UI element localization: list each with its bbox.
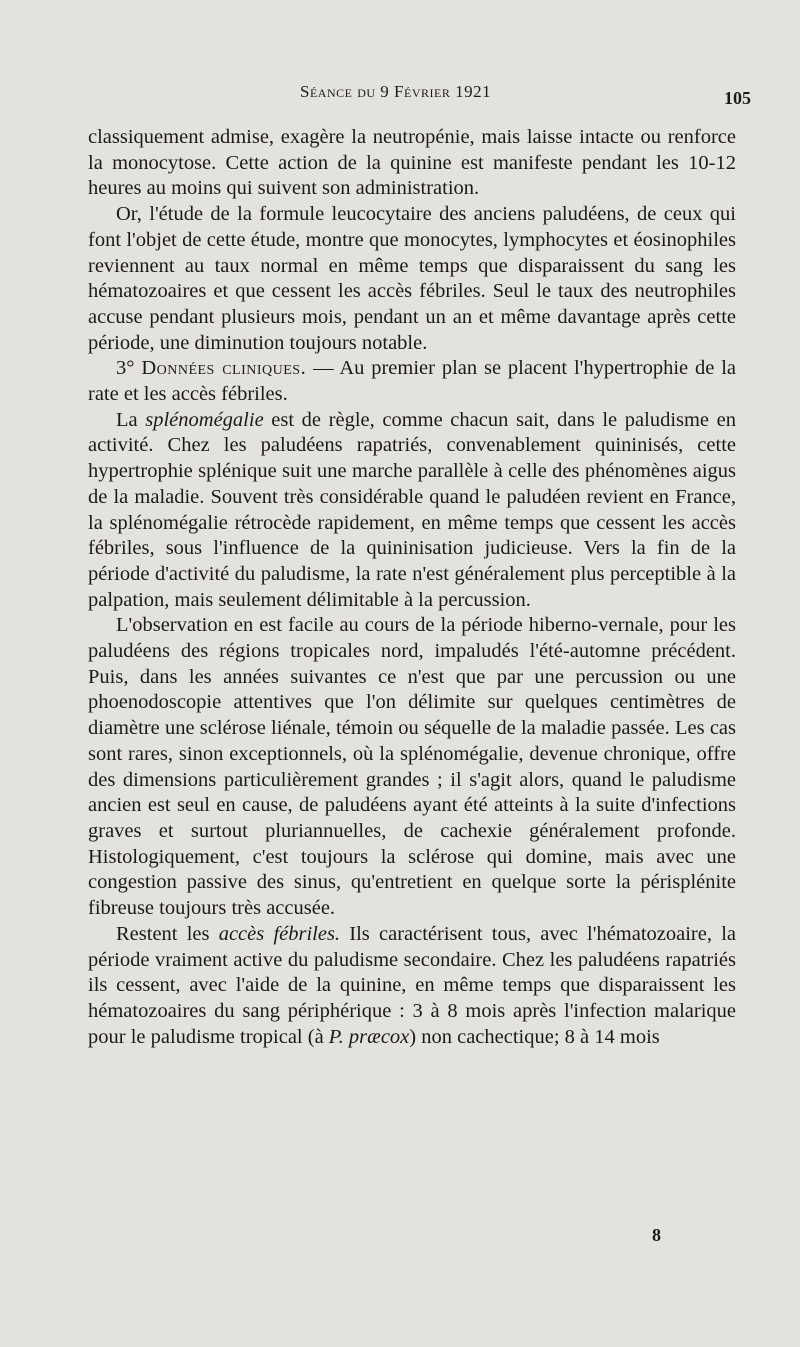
page-number: 105 [724, 88, 751, 108]
page-header [0, 82, 800, 106]
paragraph-text: est de règle, comme chacun sait, dans le paludisme en activité. Chez les paludéens rapatriés, convenablement quininisés, cette hypertrophie splénique suit une marche parallèle à celle des phénomènes aigus de la maladie. Souvent très considérable quand le paludéen revient en France, la splénomégalie rétrocède rapidement, en même temps que cessent les accès fébriles, sous l'influence de la quininisation judicieuse. Vers la fin de la période d'activité du paludisme, la rate n'est généralement plus perceptible à la palpation, mais seulement délimitable à la percussion. [88, 408, 736, 611]
paragraph-febrile-attacks [88, 922, 736, 1051]
paragraph-quinine-action [88, 125, 736, 202]
italic-term: accès fébriles. [218, 922, 341, 945]
paragraph-leucocyte-formula [88, 202, 736, 356]
paragraph-clinical-data [88, 356, 736, 407]
running-title: Séance du 9 Février 1921 [300, 82, 492, 101]
body-text [88, 125, 736, 1050]
section-heading: Données cliniques. [141, 357, 307, 380]
paragraph-splenomegaly [88, 408, 736, 614]
paragraph-text: classiquement admise, exagère la neutropénie, mais laisse intacte ou renforce la monocytose. Cette action de la quinine est manifeste pendant les 10-12 heures au moins qui suivent son administration. [88, 126, 736, 200]
paragraph-lead: La [116, 408, 146, 431]
signature-mark: 8 [652, 1225, 661, 1245]
paragraph-tail: ) non cachectique; 8 à 14 mois [409, 1025, 660, 1048]
paragraph-text: Ils caractérisent tous, avec l'hématozoaire, la période vraiment active du paludisme secondaire. Chez les paludéens rapatriés ils cessent, avec l'aide de la quinine, en même temps que disparaissent les hématozoaires du sang périphérique : 3 à 8 mois après l'infection malarique pour le paludisme tropical (à [88, 922, 736, 1048]
section-number: 3° [116, 357, 142, 380]
species-name: P. præcox [328, 1025, 410, 1048]
paragraph-lead: Restent les [116, 922, 219, 945]
paragraph-text: L'observation en est facile au cours de la période hiberno-vernale, pour les paludéens des régions tropicales nord, impaludés l'été-automne précédent. Puis, dans les années suivantes ce n'est que par une percussion ou une phoenodoscopie attentives que l'on délimite sur quelques centimètres de diamètre une sclérose liénale, témoin ou séquelle de la maladie passée. Les cas sont rares, sinon exceptionnels, où la splénomégalie, devenue chronique, offre des dimensions particulièrement grandes ; il s'agit alors, quand le paludisme ancien est seul en cause, de paludéens ayant été atteints à la suite d'infections graves et surtout pluriannuelles, de cachexie généralement profonde. Histologiquement, c'est toujours la sclérose qui domine, mais avec une congestion passive des sinus, qu'entretient en quelque sorte la périsplénite fibreuse toujours très accusée. [88, 614, 736, 920]
italic-term: splénomégalie [145, 408, 264, 431]
paragraph-text: Or, l'étude de la formule leucocytaire des anciens paludéens, de ceux qui font l'objet de cette étude, montre que monocytes, lymphocytes et éosinophiles reviennent au taux normal en même temps que disparaissent du sang les hématozoaires et que cessent les accès fébriles. Seul le taux des neutrophiles accuse pendant plusieurs mois, pendant un an et même davantage après cette période, une diminution toujours notable. [88, 203, 736, 354]
paragraph-text: — Au premier plan se placent l'hypertrophie de la rate et les accès fébriles. [88, 357, 736, 406]
paragraph-observation [88, 613, 736, 921]
